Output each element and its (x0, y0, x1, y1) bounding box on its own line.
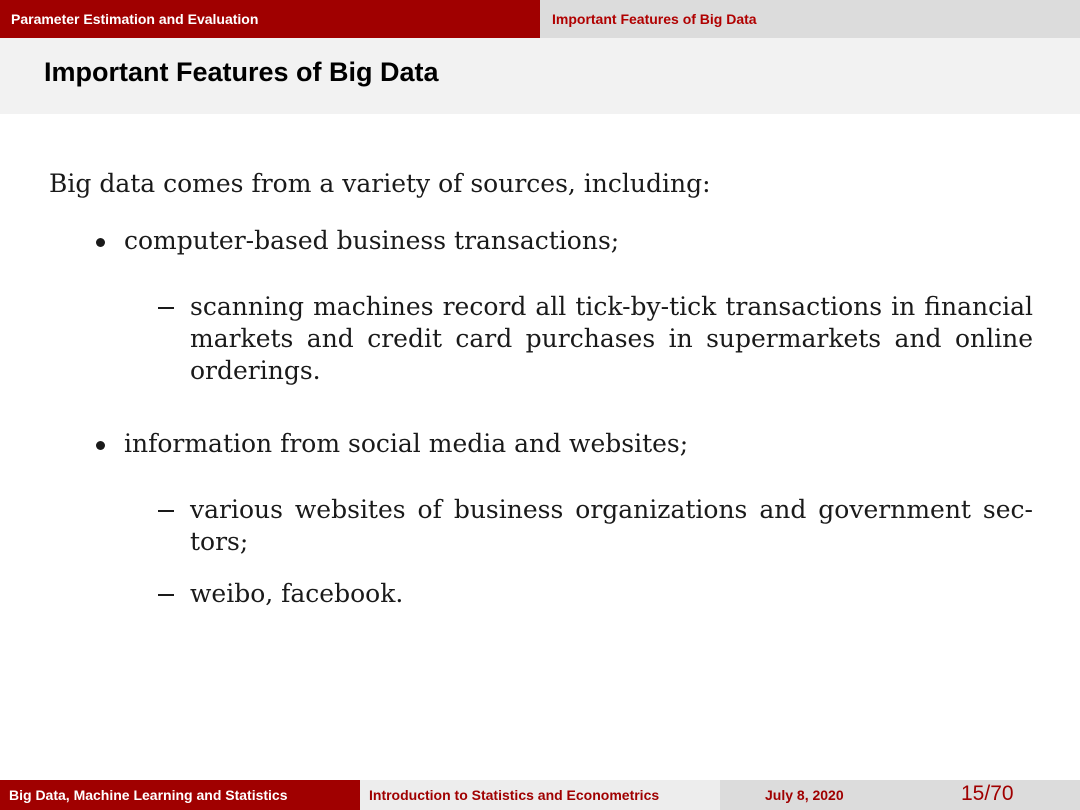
bullet-icon (96, 441, 105, 450)
header-section-link[interactable]: Parameter Estimation and Evaluation (0, 0, 540, 38)
footer-presentation-title[interactable]: Introduction to Statistics and Econometrics (360, 780, 720, 810)
header-subsection-link[interactable]: Important Features of Big Data (540, 0, 1080, 38)
sub-list-item-text: weibo, facebook. (190, 579, 404, 608)
page-title: Important Features of Big Data (44, 57, 439, 87)
footer-date-page (720, 780, 1080, 810)
sub-list-item-text: scanning machines record all tick-by-tick transactions in financial markets and credit card purchases in supermarkets and online orderings. (190, 292, 1033, 385)
page-number: 15/70 (961, 782, 1014, 805)
frame-title-band (0, 38, 1080, 114)
footer-date: July 8, 2020 (765, 787, 844, 803)
slide-content (0, 114, 1080, 774)
bullet-icon (96, 238, 105, 247)
top-navigation-bar (0, 0, 1080, 38)
intro-text: Big data comes from a variety of sources, including: (49, 169, 711, 198)
footer-bar (0, 780, 1080, 810)
sub-list-item-text: various websites of business organizations and government sec-tors; (190, 495, 1033, 556)
list-item-text: information from social media and websites; (124, 429, 689, 458)
list-item-text: computer-based business transactions; (124, 226, 620, 255)
footer-short-title[interactable]: Big Data, Machine Learning and Statistics (0, 780, 360, 810)
